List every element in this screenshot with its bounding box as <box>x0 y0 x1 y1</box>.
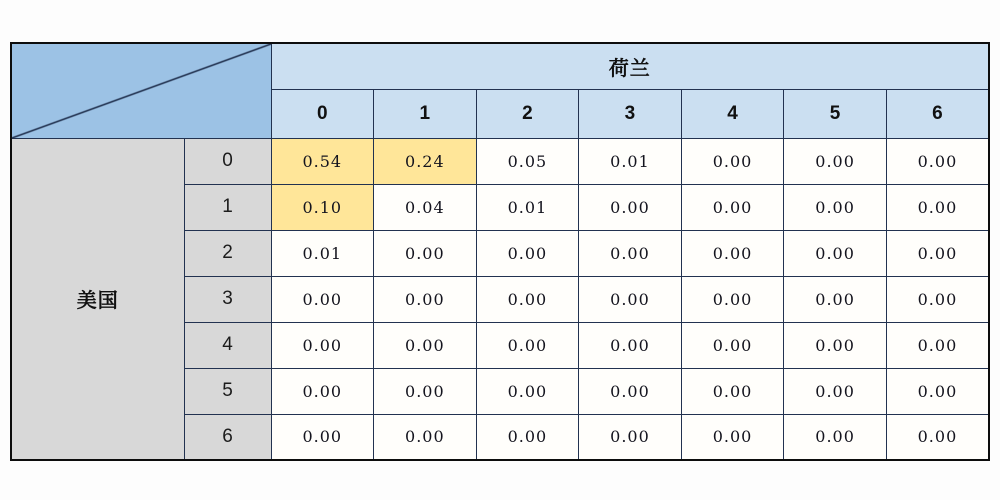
probability-matrix-table <box>10 42 990 461</box>
cell-0-6: 0.00 <box>886 138 989 184</box>
cell-6-6: 0.00 <box>886 414 989 460</box>
cell-3-6: 0.00 <box>886 276 989 322</box>
cell-4-5: 0.00 <box>784 322 887 368</box>
cell-1-1: 0.04 <box>374 184 477 230</box>
cell-6-4: 0.00 <box>681 414 784 460</box>
cell-1-4: 0.00 <box>681 184 784 230</box>
row-header-5: 5 <box>184 368 271 414</box>
cell-6-1: 0.00 <box>374 414 477 460</box>
cell-4-4: 0.00 <box>681 322 784 368</box>
cell-0-5: 0.00 <box>784 138 887 184</box>
cell-5-6: 0.00 <box>886 368 989 414</box>
column-group-header: 荷兰 <box>271 43 989 89</box>
cell-0-2: 0.05 <box>476 138 579 184</box>
cell-0-0: 0.54 <box>271 138 374 184</box>
column-header-2: 2 <box>476 89 579 138</box>
cell-2-0: 0.01 <box>271 230 374 276</box>
row-header-0: 0 <box>184 138 271 184</box>
cell-3-3: 0.00 <box>579 276 682 322</box>
row-header-3: 3 <box>184 276 271 322</box>
row-header-1: 1 <box>184 184 271 230</box>
cell-2-1: 0.00 <box>374 230 477 276</box>
column-header-3: 3 <box>579 89 682 138</box>
cell-3-4: 0.00 <box>681 276 784 322</box>
cell-0-1: 0.24 <box>374 138 477 184</box>
cell-2-3: 0.00 <box>579 230 682 276</box>
row-header-2: 2 <box>184 230 271 276</box>
column-header-6: 6 <box>886 89 989 138</box>
cell-2-2: 0.00 <box>476 230 579 276</box>
cell-5-2: 0.00 <box>476 368 579 414</box>
cell-1-2: 0.01 <box>476 184 579 230</box>
row-group-header: 美国 <box>11 138 184 460</box>
cell-4-6: 0.00 <box>886 322 989 368</box>
cell-4-2: 0.00 <box>476 322 579 368</box>
cell-6-2: 0.00 <box>476 414 579 460</box>
cell-5-0: 0.00 <box>271 368 374 414</box>
column-header-5: 5 <box>784 89 887 138</box>
column-header-1: 1 <box>374 89 477 138</box>
cell-0-4: 0.00 <box>681 138 784 184</box>
cell-0-3: 0.01 <box>579 138 682 184</box>
cell-3-0: 0.00 <box>271 276 374 322</box>
cell-1-5: 0.00 <box>784 184 887 230</box>
cell-3-2: 0.00 <box>476 276 579 322</box>
cell-2-5: 0.00 <box>784 230 887 276</box>
cell-6-3: 0.00 <box>579 414 682 460</box>
cell-5-5: 0.00 <box>784 368 887 414</box>
cell-1-0: 0.10 <box>271 184 374 230</box>
cell-4-0: 0.00 <box>271 322 374 368</box>
cell-6-0: 0.00 <box>271 414 374 460</box>
cell-1-3: 0.00 <box>579 184 682 230</box>
cell-4-1: 0.00 <box>374 322 477 368</box>
cell-3-5: 0.00 <box>784 276 887 322</box>
column-header-4: 4 <box>681 89 784 138</box>
column-header-0: 0 <box>271 89 374 138</box>
cell-4-3: 0.00 <box>579 322 682 368</box>
cell-3-1: 0.00 <box>374 276 477 322</box>
cell-2-6: 0.00 <box>886 230 989 276</box>
diagonal-split-header-cell <box>11 43 271 138</box>
cell-6-5: 0.00 <box>784 414 887 460</box>
cell-5-3: 0.00 <box>579 368 682 414</box>
row-header-4: 4 <box>184 322 271 368</box>
cell-5-1: 0.00 <box>374 368 477 414</box>
row-header-6: 6 <box>184 414 271 460</box>
cell-1-6: 0.00 <box>886 184 989 230</box>
cell-5-4: 0.00 <box>681 368 784 414</box>
cell-2-4: 0.00 <box>681 230 784 276</box>
